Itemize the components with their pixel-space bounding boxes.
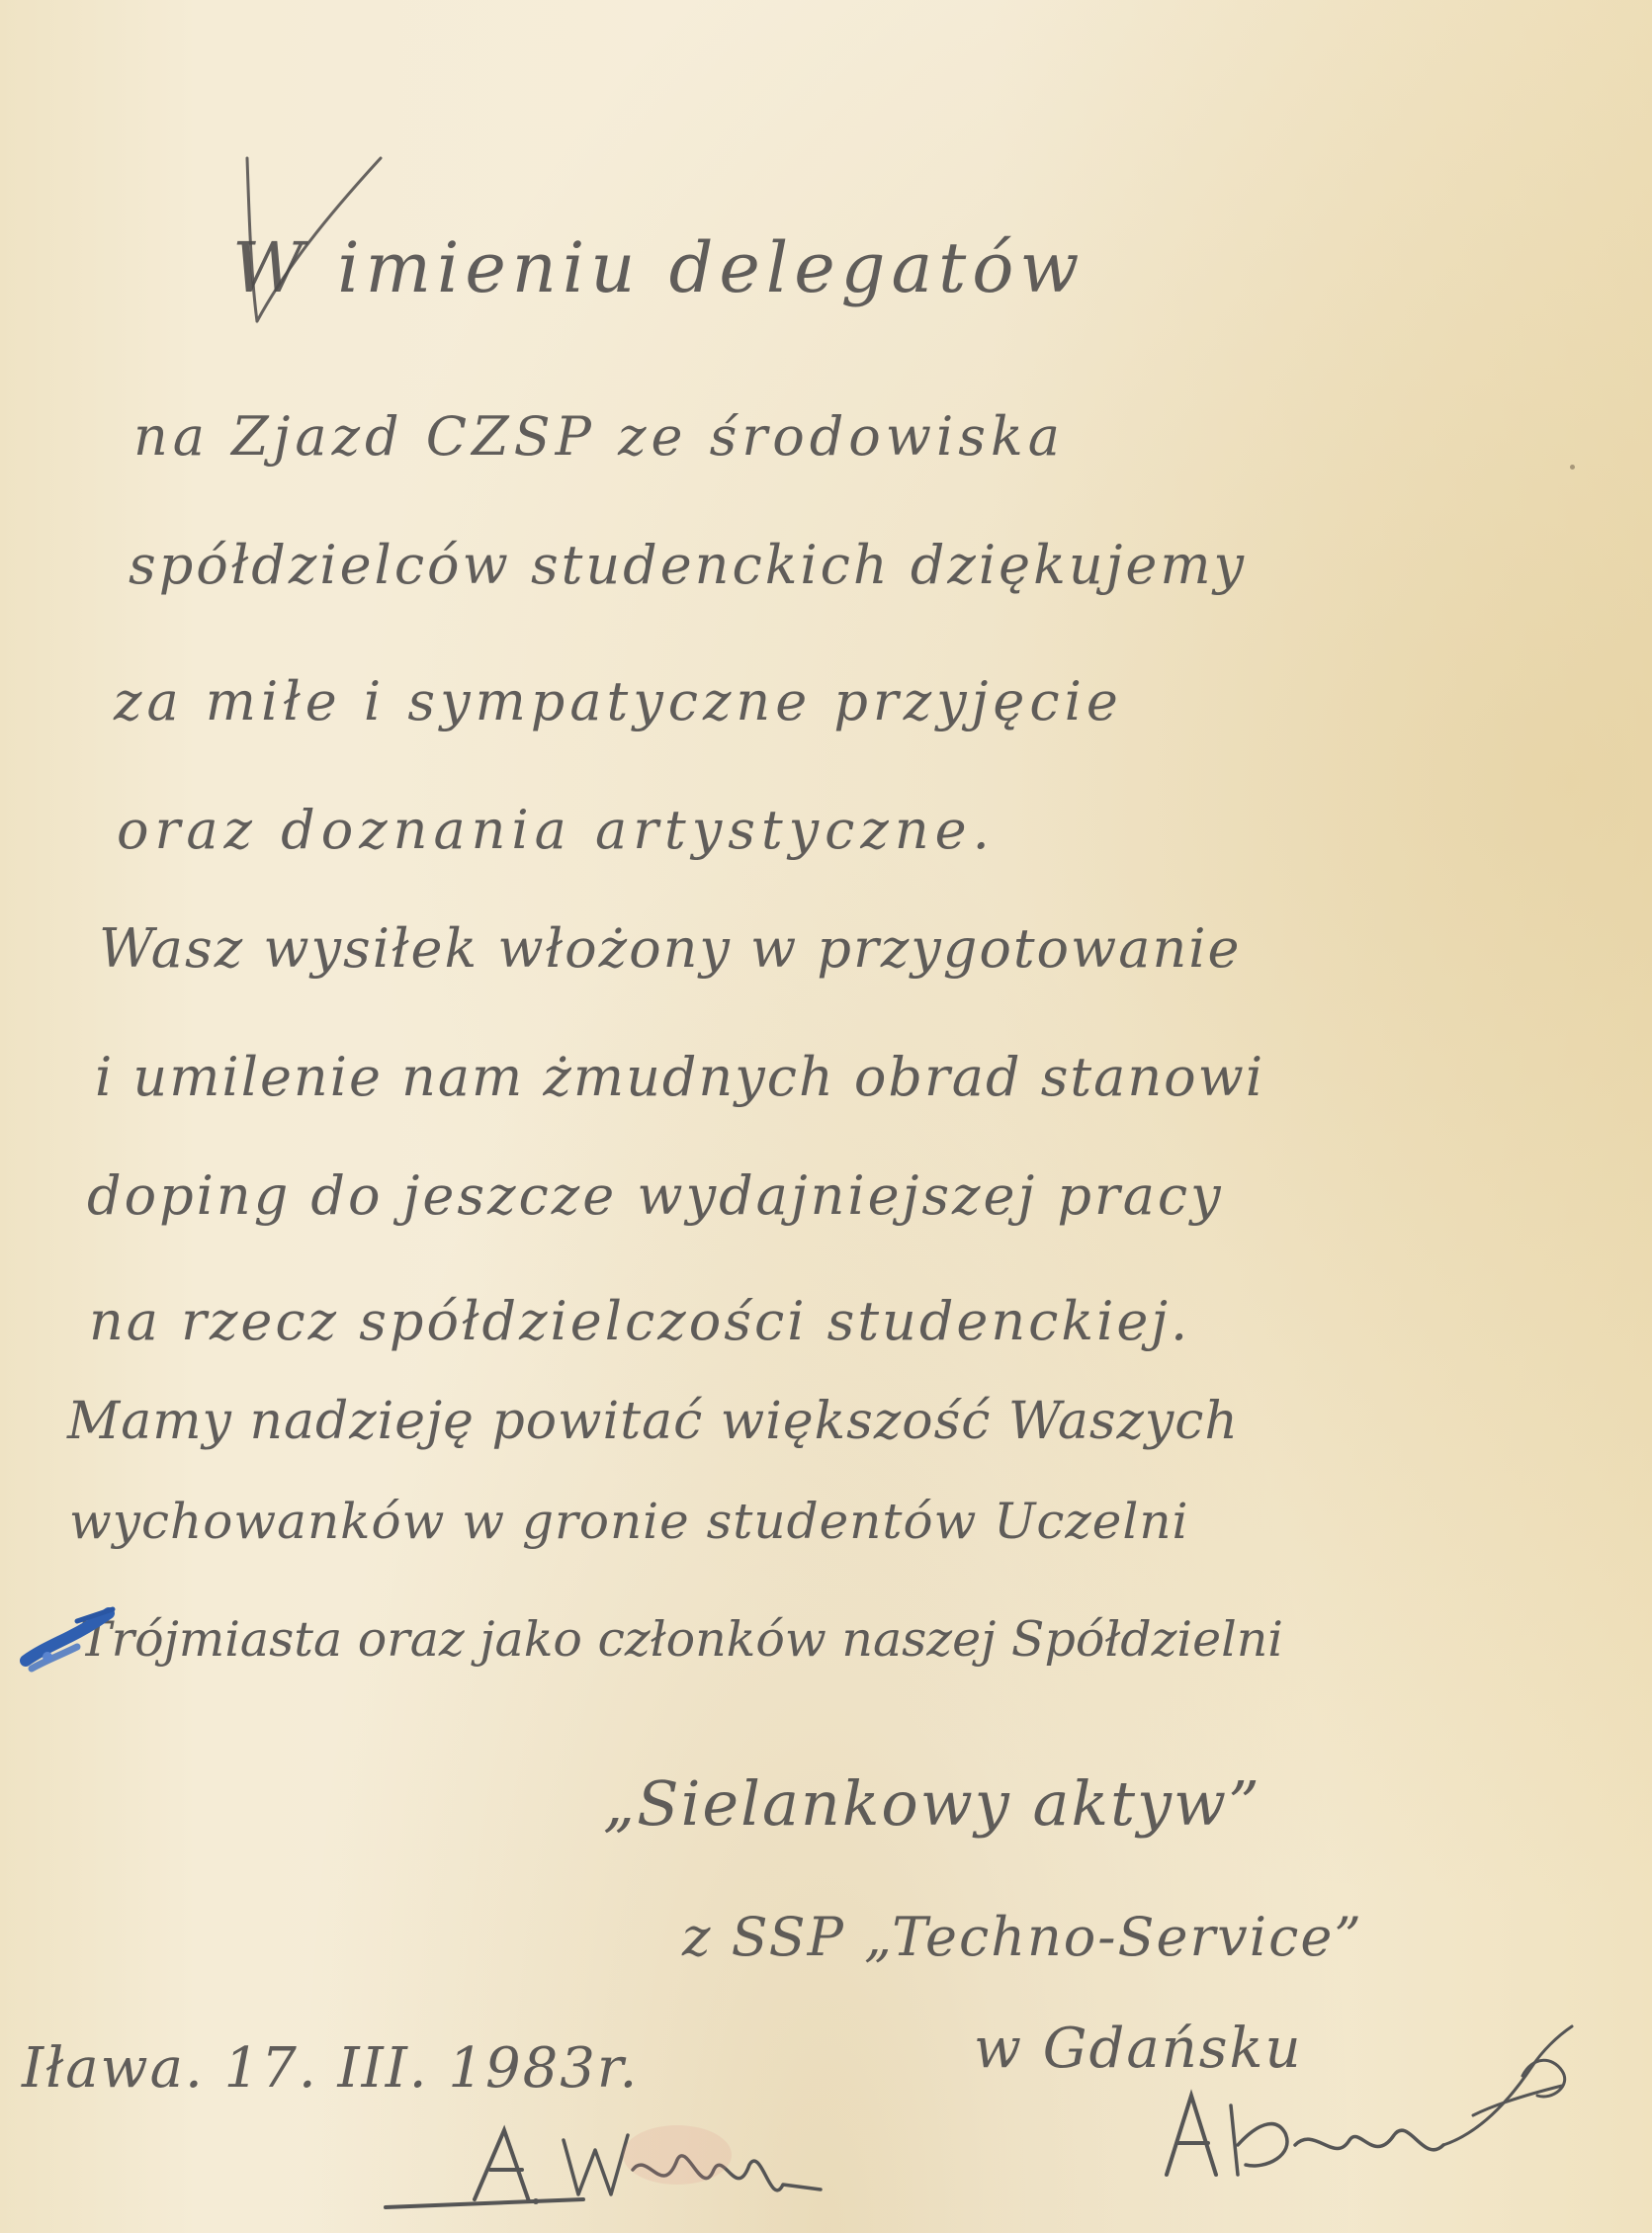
letter-line-5: oraz doznania artystyczne.: [117, 799, 996, 861]
closing-line-2: z SSP „Techno-Service”: [682, 1906, 1363, 1968]
letter-line-3: spółdzielców studenckich dziękujemy: [129, 534, 1248, 596]
letter-line-9: na rzecz spółdzielczości studenckiej.: [89, 1290, 1191, 1352]
letter-line-12: Trójmiasta oraz jako członków naszej Spółdzielni: [79, 1611, 1283, 1668]
paper-stain: [623, 2125, 732, 2185]
letter-line-8: doping do jeszcze wydajniejszej pracy: [87, 1164, 1224, 1227]
closing-line-1: „Sielankowy aktyw”: [603, 1767, 1261, 1840]
big-w-flourish: [217, 138, 395, 336]
letter-line-2: na Zjazd CZSP ze środowiska: [133, 405, 1065, 468]
letter-line-1: W imieniu delegatów: [232, 227, 1086, 308]
letter-date: Iława. 17. III. 1983r.: [22, 2036, 640, 2101]
signature-left: [356, 2091, 870, 2229]
paper-speck: [1570, 465, 1575, 470]
letter-line-11: wychowanków w gronie studentów Uczelni: [69, 1493, 1189, 1550]
letter-line-6: Wasz wysiłek włożony w przygotowanie: [99, 917, 1242, 980]
letter-line-10: Mamy nadzieję powitać większość Waszych: [67, 1392, 1239, 1451]
letter-line-4: za miłe i sympatyczne przyjęcie: [114, 670, 1123, 732]
letter-line-7: i umilenie nam żmudnych obrad stanowi: [95, 1046, 1265, 1108]
closing-line-3: w Gdańsku: [974, 2017, 1303, 2081]
signature-right: [1147, 2017, 1582, 2214]
blue-ink-mark: [18, 1599, 127, 1688]
